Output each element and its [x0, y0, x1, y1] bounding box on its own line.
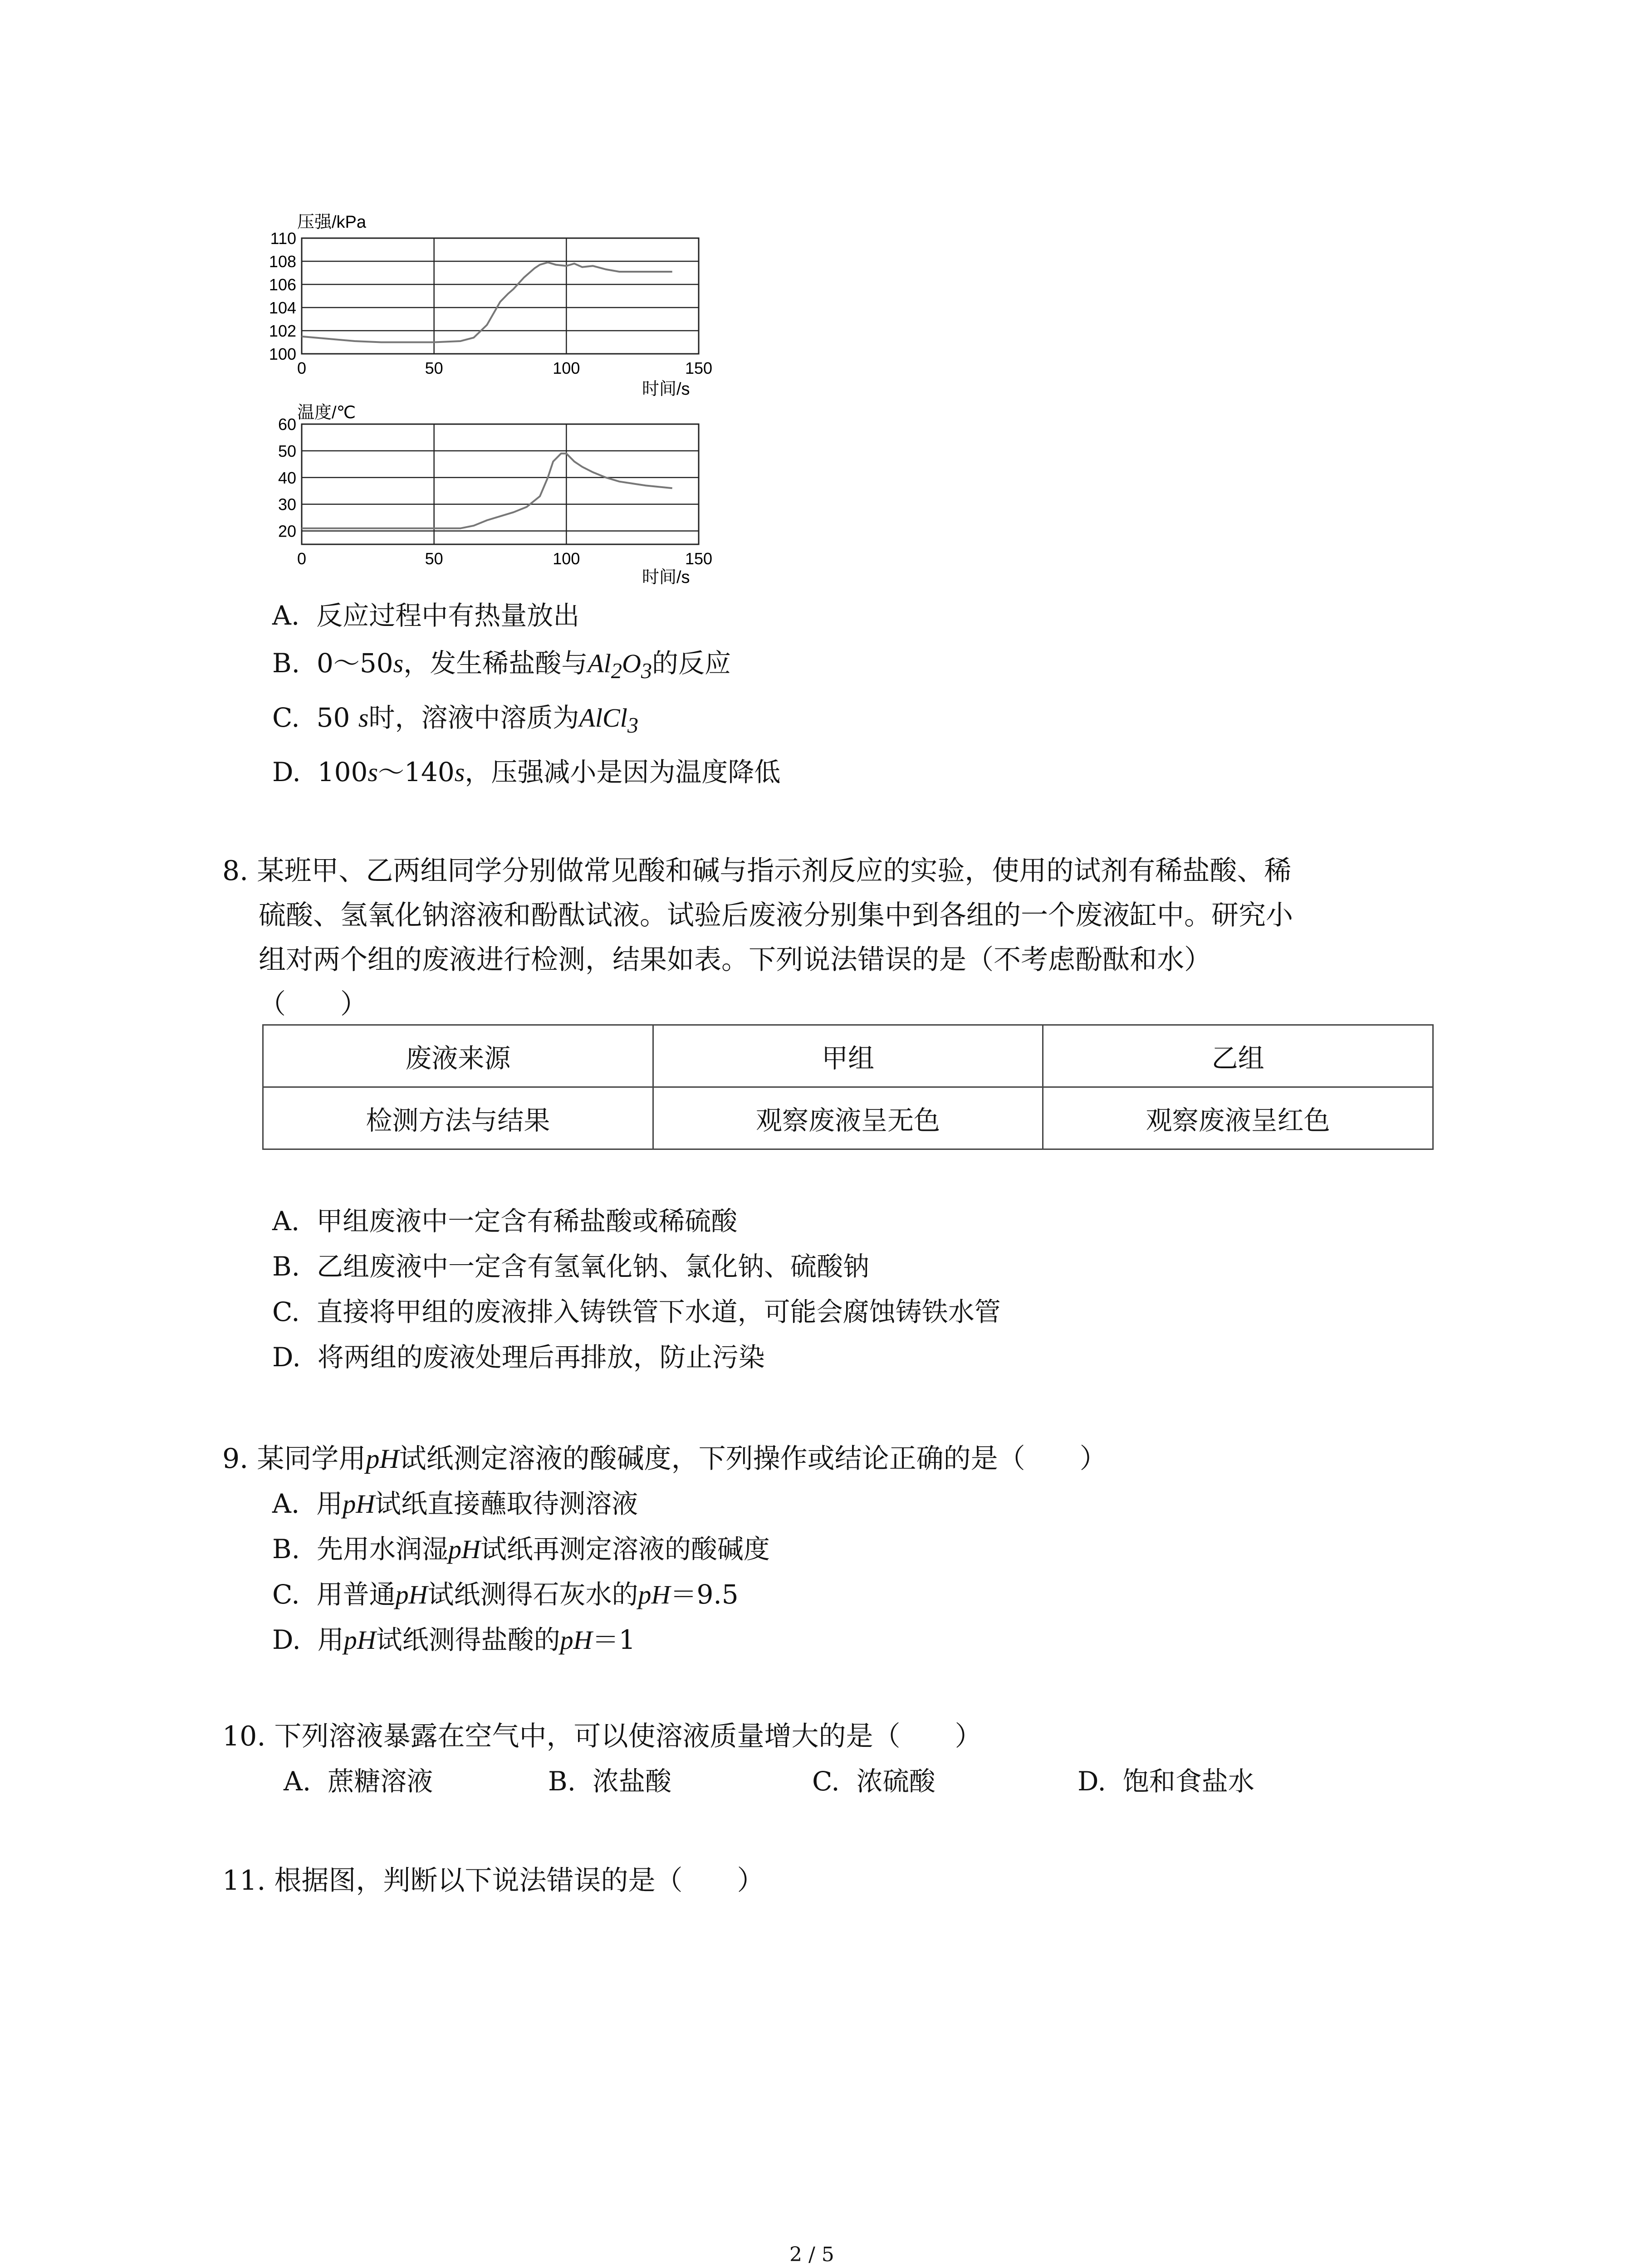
x-tick-label: 100: [553, 549, 580, 568]
x-tick-label: 150: [685, 359, 713, 377]
y-tick-label: 104: [269, 298, 296, 317]
pressure-time-chart: [269, 209, 735, 399]
option-text: 浓盐酸: [592, 1766, 671, 1797]
x-tick-label: 50: [425, 359, 443, 377]
option-text: ，压强减小是因为温度降低: [465, 757, 781, 787]
formula: Al: [588, 649, 611, 678]
option-letter: B.: [548, 1766, 576, 1797]
option-text: 直接将甲组的废液排入铸铁管下水道，可能会腐蚀铸铁水管: [316, 1296, 1001, 1327]
option-letter: B.: [272, 1251, 300, 1282]
x-tick-label: 150: [685, 549, 713, 568]
ph-symbol: pH: [560, 1625, 593, 1655]
ph-symbol: pH: [366, 1444, 399, 1474]
option-text: 用普通: [316, 1579, 396, 1610]
option-letter: D.: [272, 757, 301, 787]
time-range: ～140: [378, 757, 455, 787]
q10-stem: 10. 下列溶液暴露在空气中，可以使溶液质量增大的是（ ）: [222, 1721, 982, 1752]
option-letter: C.: [812, 1766, 840, 1797]
x-axis-label: 时间/s: [642, 568, 690, 587]
option-text: 时，溶液中溶质为: [368, 702, 579, 733]
option-text: 试纸直接蘸取待测溶液: [375, 1488, 638, 1519]
option-text: ，发生稀盐酸与: [403, 648, 588, 679]
x-tick-label: 100: [553, 359, 580, 377]
q10-option-d: [1078, 1760, 1254, 1798]
option-text: 试纸测得石灰水的: [427, 1579, 638, 1610]
ph-symbol: pH: [395, 1580, 428, 1609]
y-tick-label: 20: [278, 522, 296, 541]
option-text: 先用水润湿: [316, 1534, 448, 1564]
unit: s: [454, 758, 465, 787]
option-text: 将两组的废液处理后再排放，防止污染: [317, 1342, 765, 1373]
subscript: 2: [611, 659, 622, 683]
table-header-row: [263, 1025, 1433, 1087]
q8-option-b: [272, 1245, 869, 1283]
y-tick-label: 100: [269, 345, 296, 363]
option-letter: A.: [272, 600, 300, 631]
q9-option-a: [272, 1482, 638, 1520]
y-tick-label: 106: [269, 275, 296, 294]
unit: s: [367, 758, 378, 787]
q9-option-d: [272, 1618, 635, 1657]
option-text: 甲组废液中一定含有稀盐酸或稀硫酸: [316, 1206, 738, 1237]
option-text: 反应过程中有热量放出: [316, 600, 580, 631]
x-tick-label: 50: [425, 549, 443, 568]
ph-symbol: pH: [448, 1535, 480, 1564]
option-letter: B.: [272, 1534, 300, 1564]
option-text: 用: [316, 1488, 343, 1519]
y-axis-label: 压强/kPa: [297, 213, 367, 232]
unit: s: [393, 649, 404, 678]
q8-option-c: [272, 1290, 1001, 1329]
y-tick-label: 60: [278, 415, 296, 434]
y-tick-label: 102: [269, 322, 296, 340]
q8-stem-line-2: 硫酸、氢氧化钠溶液和酚酞试液。试验后废液分别集中到各组的一个废液缸中。研究小: [259, 899, 1293, 931]
plot-frame: [302, 238, 699, 354]
table-cell: 观察废液呈无色: [653, 1087, 1043, 1149]
time-range: 0～50: [316, 648, 393, 679]
x-tick-label: 0: [297, 359, 307, 377]
option-letter: C.: [272, 1579, 300, 1610]
y-tick-label: 50: [278, 441, 296, 460]
q9-option-b: [272, 1528, 770, 1566]
q7-option-c: [272, 696, 638, 738]
x-tick-label: 0: [297, 549, 307, 568]
y-axis-label: 温度/℃: [297, 403, 356, 422]
q7-option-d: [272, 751, 780, 789]
y-tick-label: 110: [270, 229, 296, 248]
q8-option-a: [272, 1200, 737, 1238]
q9-stem: [222, 1437, 1107, 1476]
q9-option-c: [272, 1573, 739, 1611]
formula: O: [622, 649, 641, 678]
q7-option-a: [272, 594, 579, 632]
subscript: 3: [641, 659, 652, 683]
q8-stem-line-1: 8. 某班甲、乙两组同学分别做常见酸和碱与指示剂反应的实验，使用的试剂有稀盐酸、稀: [222, 855, 1292, 887]
q8-option-d: [272, 1336, 765, 1374]
subscript: 3: [627, 713, 638, 738]
option-text: 乙组废液中一定含有氢氧化钠、氯化钠、硫酸钠: [316, 1251, 869, 1282]
x-axis-label: 时间/s: [642, 380, 690, 399]
chart-grid: [302, 238, 699, 354]
option-text: 浓硫酸: [856, 1766, 936, 1797]
option-text: 试纸测得盐酸的: [376, 1624, 560, 1655]
page-number: 2 / 5: [789, 2243, 834, 2266]
ph-value: ＝9.5: [670, 1579, 739, 1610]
stem-text: 9. 某同学用: [222, 1443, 366, 1475]
table-header: 乙组: [1043, 1025, 1433, 1087]
y-tick-label: 30: [278, 495, 296, 514]
q11-stem: 11. 根据图，判断以下说法错误的是（ ）: [222, 1865, 764, 1897]
unit: s: [358, 703, 369, 733]
waste-liquid-table: [262, 1024, 1434, 1150]
table-cell: 观察废液呈红色: [1043, 1087, 1433, 1149]
option-text: 的反应: [652, 648, 731, 679]
ph-value: ＝1: [592, 1624, 636, 1655]
option-letter: B.: [272, 648, 300, 679]
option-letter: A.: [272, 1488, 300, 1519]
stem-text: 试纸测定溶液的酸碱度，下列操作或结论正确的是（ ）: [399, 1443, 1107, 1475]
option-letter: D.: [272, 1624, 301, 1655]
ph-symbol: pH: [343, 1625, 376, 1655]
temperature-line: [302, 454, 672, 528]
option-text: 试纸再测定溶液的酸碱度: [480, 1534, 770, 1564]
option-letter: C.: [272, 1296, 300, 1327]
y-tick-label: 40: [278, 468, 296, 487]
ph-symbol: pH: [638, 1580, 671, 1609]
table-header: 废液来源: [263, 1025, 653, 1087]
table-header: 甲组: [653, 1025, 1043, 1087]
temperature-time-chart: [272, 395, 735, 590]
q8-stem-line-3: 组对两个组的废液进行检测，结果如表。下列说法错误的是（不考虑酚酞和水）: [259, 944, 1211, 976]
option-text: 用: [317, 1624, 344, 1655]
ph-symbol: pH: [343, 1489, 375, 1519]
y-tick-label: 108: [269, 252, 296, 271]
option-letter: D.: [1078, 1766, 1106, 1797]
q10-option-c: [812, 1760, 936, 1798]
option-letter: A.: [272, 1206, 300, 1237]
q10-option-a: [284, 1760, 433, 1798]
table-cell: 检测方法与结果: [263, 1087, 653, 1149]
option-letter: C.: [272, 702, 300, 733]
option-text: 饱和食盐水: [1122, 1766, 1254, 1797]
q8-stem-line-4: （ ）: [259, 988, 367, 1020]
option-letter: D.: [272, 1342, 301, 1373]
table-row: [263, 1087, 1433, 1149]
time-range: 100: [317, 757, 368, 787]
q10-option-b: [548, 1760, 671, 1798]
option-text: 蔗糖溶液: [328, 1766, 433, 1797]
q7-option-b: [272, 642, 731, 684]
formula: AlCl: [579, 703, 627, 733]
option-letter: A.: [284, 1766, 311, 1797]
time-value: 50: [316, 702, 358, 733]
